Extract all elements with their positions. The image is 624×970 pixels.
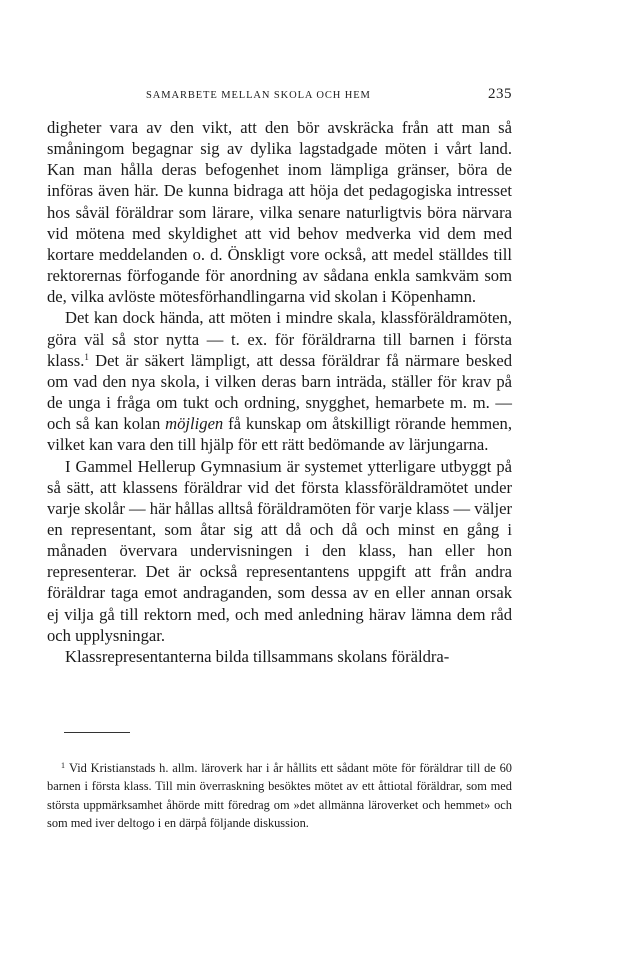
paragraph-2-text-a: Det kan dock hända, att möten i mindre skala, klassföräldramöten, göra väl så stor nytta — t. ex. för föräldrarna till barnen i första klass. xyxy=(47,308,512,370)
paragraph-1: digheter vara av den vikt, att den bör avskräcka från att man så småningom begagnar sig av dylika lagstadgade möten i vårt land. Kan man hålla deras befogenhet inom lämpliga gränser, böra de införas även här. De kunna bidraga att höja det pedagogiska intresset hos såväl föräldrar som lärare, vilka senare naturligtvis böra närvara vid mötena med skyldighet att vid behov medverka vid dem med kortare meddelanden o. d. Önskligt vore också, att medel ställdes till rektorernas förfogande för anordning av sådana enkla samkväm som de, vilka avlöste mötesförhandlingarna vid skolan i Köpenhamn. xyxy=(47,118,512,307)
paragraph-3: I Gammel Hellerup Gymnasium är systemet ytterligare utbyggt på så sätt, att klassens föräldrar vid det första klassföräldramötet under varje skolår — här hållas alltså föräldramöten för varje klass — väljer en representant, som åtar sig att då och då och minst en gång i månaden övervara undervisningen i den klass, han eller hon representerar. Det är också representantens uppgift att från andra föräldrar taga emot andraganden, som dessa av en eller annan orsak ej vilja gå till rektorn med, och med anledning härav lämna dem råd och upplysningar. xyxy=(47,456,512,645)
running-title: SAMARBETE MELLAN SKOLA OCH HEM xyxy=(146,90,371,101)
paragraph-2-text-c: få kunskap om åtskilligt rörande hemmen, vilket kan vara den till hjälp för ett rätt bedömande av lärjungarna. xyxy=(47,414,512,455)
paragraph-4: Klassrepresentanterna bilda tillsammans skolans föräldra- xyxy=(65,646,450,666)
footnote-text: Vid Kristianstads h. allm. läroverk har i år hållits ett sådant möte för föräldrar till de 60 barnen i första klass. Till min överraskning besöktes mötet av ett åttiotal föräldrar, som med största uppmärksamhet åhörde mitt föredrag om »det allmänna läroverket och hemmet» och som med iver deltogo i en därpå följande diskussion. xyxy=(47,761,512,831)
footnote-marker: 1 xyxy=(61,761,65,770)
page-number: 235 xyxy=(488,86,512,102)
paragraph-2 xyxy=(47,307,512,455)
footnote-divider xyxy=(64,732,130,733)
running-head xyxy=(46,86,514,106)
body-text xyxy=(47,117,512,667)
paragraph-2-text-b: Det är säkert lämpligt, att dessa föräldrar få närmare besked om vad den nya skola, i vilken deras barn inträda, ställer för krav på de unga i fråga om tukt och ordning, snygghet, hemarbete m. m. — och så kan kolan xyxy=(47,350,512,434)
paragraph-2-italic: möjligen xyxy=(165,414,224,434)
footnote xyxy=(47,759,512,833)
footnote-reference: 1 xyxy=(84,351,89,362)
footnotes xyxy=(47,732,512,833)
